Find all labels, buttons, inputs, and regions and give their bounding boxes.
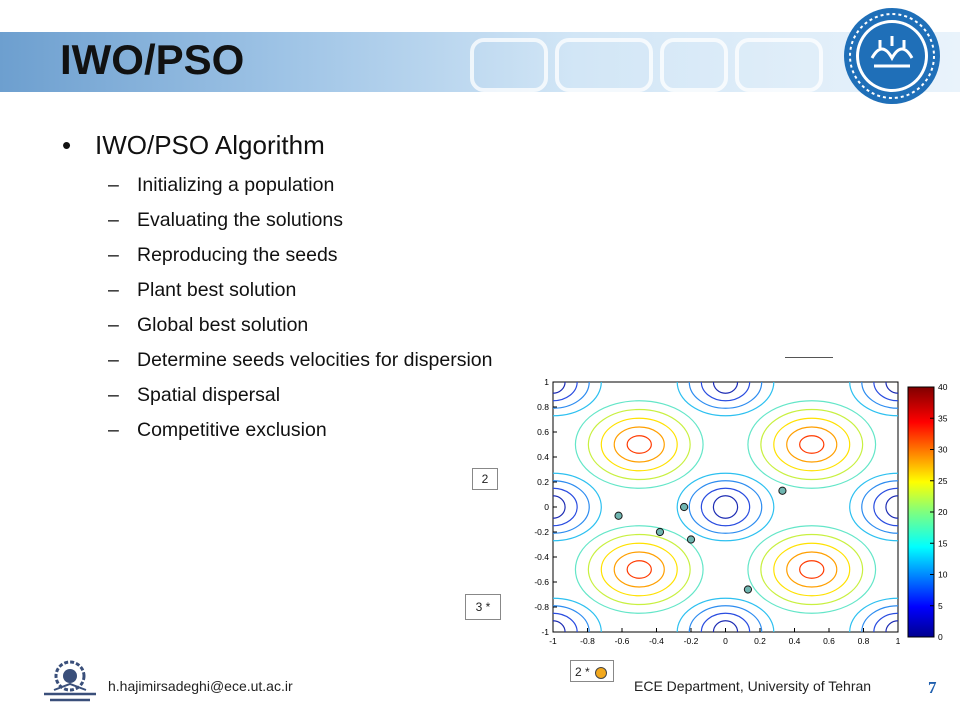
sub-bullet-text: Plant best solution — [137, 279, 297, 301]
department-logo — [40, 656, 102, 702]
y-tick-label: -0.2 — [534, 527, 549, 537]
x-tick-label: 0.4 — [788, 636, 801, 646]
colorbar-tick-label: 10 — [938, 569, 948, 580]
colorbar-tick-label: 5 — [938, 600, 943, 611]
colorbar-tick-label: 0 — [938, 632, 943, 642]
bullet-glyph: • — [62, 130, 72, 160]
sub-bullet-list — [62, 168, 493, 448]
slide-title: IWO/PSO — [60, 36, 245, 83]
y-tick-label: 0.2 — [537, 477, 549, 487]
y-tick-label: -1 — [541, 627, 549, 637]
sub-bullet-item — [62, 378, 493, 413]
y-tick-label: 0.8 — [537, 402, 549, 412]
sub-bullet-item — [62, 308, 493, 343]
bullet-list — [62, 128, 493, 448]
y-tick-label: 0 — [544, 502, 549, 512]
sub-bullet-item — [62, 168, 493, 203]
x-tick-label: -0.4 — [649, 636, 664, 646]
callout-label: 3 * — [475, 600, 491, 614]
plot-area — [553, 382, 898, 632]
banner-decoration — [555, 38, 653, 92]
x-tick-label: 0.2 — [754, 636, 766, 646]
callout-box — [472, 468, 498, 490]
x-tick-label: 0.8 — [857, 636, 870, 646]
sub-bullet-text: Global best solution — [137, 314, 309, 336]
callout-line — [785, 357, 833, 361]
bullet-heading: IWO/PSO Algorithm — [95, 130, 325, 160]
x-tick-label: -0.2 — [683, 636, 699, 646]
data-point — [744, 586, 751, 593]
colorbar-tick-label: 40 — [938, 382, 948, 392]
dash-glyph: – — [108, 314, 119, 336]
slide-number: 7 — [928, 678, 937, 697]
callout-label: 2 — [481, 472, 489, 486]
data-point — [656, 528, 663, 535]
university-emblem — [842, 6, 942, 106]
sub-bullet-text: Determine seeds velocities for dispersion — [137, 349, 493, 371]
orange-marker-icon — [595, 667, 607, 679]
sub-bullet-text: Spatial dispersal — [137, 384, 281, 406]
callout-box — [570, 660, 614, 682]
banner-decoration — [470, 38, 548, 92]
colorbar-tick-label: 20 — [938, 507, 948, 517]
footer-department: ECE Department, University of Tehran — [634, 678, 872, 694]
dash-glyph: – — [108, 209, 119, 231]
y-tick-label: 0.4 — [537, 452, 549, 462]
sub-bullet-text: Reproducing the seeds — [137, 244, 338, 266]
x-tick-label: 0.6 — [823, 636, 835, 646]
data-point — [615, 512, 622, 519]
colorbar-tick-label: 30 — [938, 444, 948, 455]
dash-glyph: – — [108, 244, 119, 266]
x-tick-label: -1 — [549, 636, 557, 646]
colorbar-tick-label: 25 — [938, 475, 948, 486]
dash-glyph: – — [108, 384, 119, 406]
footer-email: h.hajimirsadeghi@ece.ut.ac.ir — [108, 678, 293, 694]
y-tick-label: 0.6 — [537, 427, 549, 437]
data-point — [681, 503, 688, 510]
sub-bullet-item — [62, 238, 493, 273]
sub-bullet-item — [62, 343, 493, 378]
dash-glyph: – — [108, 349, 119, 371]
x-tick-label: -0.6 — [614, 636, 630, 646]
y-tick-label: -0.4 — [534, 552, 549, 562]
colorbar-tick-label: 15 — [938, 538, 948, 549]
x-tick-label: 0 — [723, 636, 728, 646]
x-tick-label: -0.8 — [580, 636, 595, 646]
sub-bullet-item — [62, 273, 493, 308]
banner-decoration — [660, 38, 728, 92]
main-bullet — [62, 128, 493, 162]
data-point — [779, 487, 786, 494]
dash-glyph: – — [108, 174, 119, 196]
sub-bullet-text: Evaluating the solutions — [137, 209, 343, 231]
banner-decoration — [735, 38, 823, 92]
dash-glyph: – — [108, 419, 119, 441]
y-tick-label: -0.6 — [534, 577, 549, 587]
y-tick-label: 1 — [544, 377, 549, 387]
sub-bullet-text: Competitive exclusion — [137, 419, 327, 441]
sub-bullet-text: Initializing a population — [137, 174, 335, 196]
colorbar-tick-label: 35 — [938, 413, 948, 424]
x-tick-label: 1 — [895, 636, 901, 646]
y-tick-label: -0.8 — [534, 602, 549, 612]
callout-box — [465, 594, 501, 620]
callout-label: 2 * — [575, 665, 590, 679]
sub-bullet-item — [62, 203, 493, 238]
sub-bullet-item — [62, 413, 493, 448]
data-point — [687, 536, 694, 543]
contour-chart — [500, 370, 960, 650]
dash-glyph: – — [108, 279, 119, 301]
